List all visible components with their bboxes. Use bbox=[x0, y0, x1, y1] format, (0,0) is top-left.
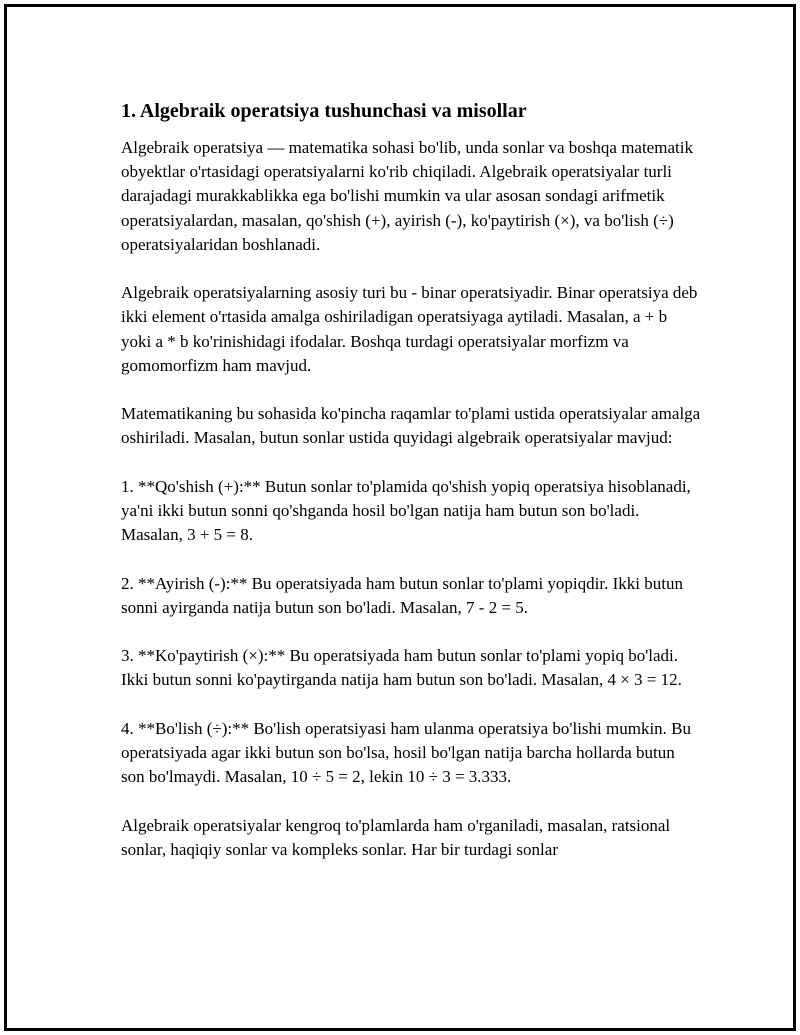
paragraph-binary-operations: Algebraik operatsiyalarning asosiy turi bu - binar operatsiyadir. Binar operatsiya deb ikki element o'rtasida amalga oshiriladigan operatsiyaga aytiladi. Masalan, a + b yoki a * b ko'rinishidagi ifodalar. Boshqa turdagi operatsiyalar morfizm va gomomorfizm ham mavjud. bbox=[121, 283, 698, 375]
section-heading: 1. Algebraik operatsiya tushunchasi va misollar bbox=[121, 100, 527, 122]
page-frame bbox=[4, 4, 796, 1031]
list-item-subtraction: 2. **Ayirish (-):** Bu operatsiyada ham butun sonlar to'plami yopiqdir. Ikki butun sonni ayirganda natija butun son bo'ladi. Masalan, 7 - 2 = 5. bbox=[121, 573, 683, 617]
document-body bbox=[121, 97, 701, 886]
list-item-addition: 1. **Qo'shish (+):** Butun sonlar to'plamida qo'shish yopiq operatsiya hisoblanadi, ya'ni ikki butun sonni qo'shganda hosil bo'lgan natija ham butun son bo'ladi. Masalan, 3 + 5 = 8. bbox=[121, 476, 691, 545]
paragraph-integer-operations: Matematikaning bu sohasida ko'pincha raqamlar to'plami ustida operatsiyalar amalga oshiriladi. Masalan, butun sonlar ustida quyidagi algebraik operatsiyalar mavjud: bbox=[121, 404, 701, 448]
paragraph-extended-sets: Algebraik operatsiyalar kengroq to'plamlarda ham o'rganiladi, masalan, ratsional sonlar, haqiqiy sonlar va kompleks sonlar. Har bir turdagi sonlar bbox=[121, 815, 671, 859]
list-item-multiplication: 3. **Ko'paytirish (×):** Bu operatsiyada ham butun sonlar to'plami yopiq bo'ladi. Ikki butun sonni ko'paytirganda natija ham butun son bo'ladi. Masalan, 4 × 3 = 12. bbox=[121, 646, 682, 690]
list-item-division: 4. **Bo'lish (÷):** Bo'lish operatsiyasi ham ulanma operatsiya bo'lishi mumkin. Bu operatsiyada agar ikki butun son bo'lsa, hosil bo'lgan natija barcha hollarda butun son bo'lmaydi. Masalan, 10 ÷ 5 = 2, lekin 10 ÷ 3 = 3.333. bbox=[121, 718, 692, 787]
paragraph-intro: Algebraik operatsiya — matematika sohasi bo'lib, unda sonlar va boshqa matematik obyektlar o'rtasidagi operatsiyalarni ko'rib chiqiladi. Algebraik operatsiyalar turli darajadagi murakkablikka ega bo'lishi mumkin va ular asosan sondagi arifmetik operatsiyalardan, masalan, qo'shish (+), ayirish (-), ko'paytirish (×), va bo'lish (÷) operatsiyalaridan boshlanadi. bbox=[121, 138, 693, 254]
